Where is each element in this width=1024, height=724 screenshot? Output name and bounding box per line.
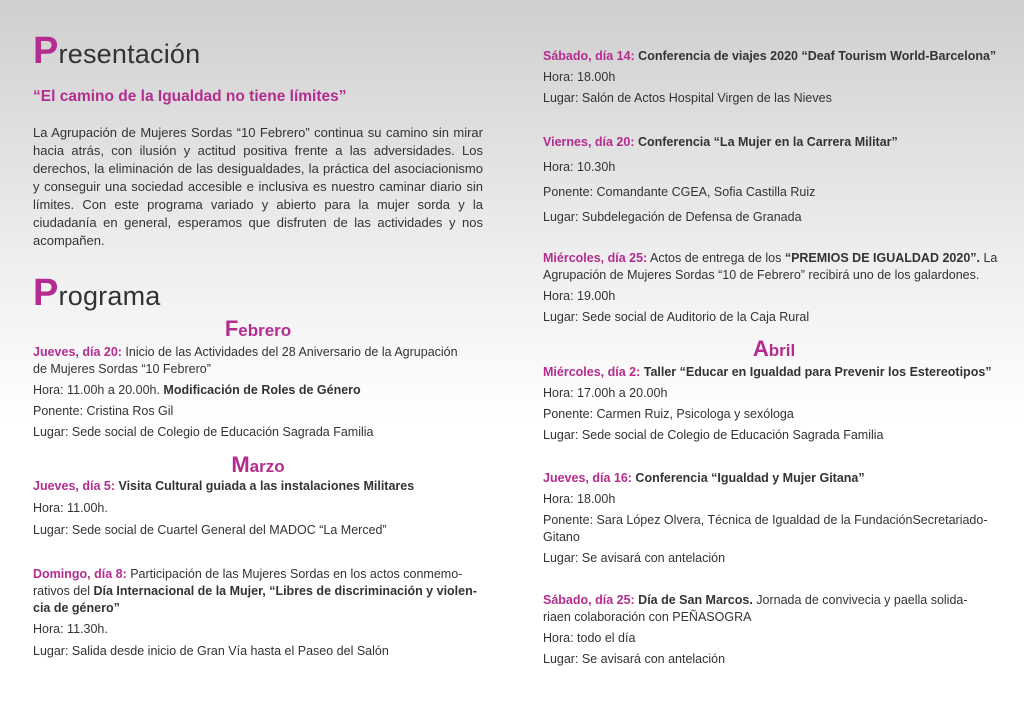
event-ponente-continued: Gitano [543,530,580,544]
event-date: Domingo, día 8: [33,567,127,581]
event-text-continued: de Mujeres Sordas “10 Febrero” [33,362,211,376]
event-hora: Hora: 11.00h. [33,501,108,515]
event-text-plain: rativos del [33,584,94,598]
event-febrero-20 [33,344,483,441]
event-lugar: Lugar: Se avisará con antelación [543,652,726,666]
event-hora: Hora: 10.30h [543,160,616,174]
event-date: Jueves, día 16: [543,471,632,485]
event-hora [33,382,483,399]
title-initial: P [33,30,59,72]
event-hora: Hora: 19.00h [543,289,616,303]
event-heading [543,48,1005,65]
event-text-bold: Día Internacional de la Mujer, “Libres de discriminación y violen- [93,584,477,598]
event-text: Taller “Educar en Igualdad para Prevenir los Estereotipos” [640,365,992,379]
event-date: Jueves, día 5: [33,479,115,493]
event-abril-2 [543,364,1005,444]
event-heading [33,344,483,361]
presentacion-subtitle: “El camino de la Igualdad no tiene límites” [33,88,347,105]
event-text-continued: riaen colaboración con PEÑASOGRA [543,610,752,624]
event-date: Miércoles, día 2: [543,365,641,379]
title-rest: resentación [58,39,201,69]
event-ponente: Ponente: Comandante CGEA, Sofia Castilla Ruiz [543,185,816,199]
event-date: Jueves, día 20: [33,345,122,359]
month-initial: A [752,336,769,361]
title-rest: rograma [58,281,161,311]
event-hora: Hora: 18.00h [543,70,616,84]
event-lugar: Lugar: Salón de Actos Hospital Virgen de las Nieves [543,91,832,105]
event-heading [543,364,1005,381]
event-text-bold: Día de San Marcos. [634,593,753,607]
month-initial: M [231,452,250,477]
event-ponente: Ponente: Carmen Ruiz, Psicologa y sexóloga [543,407,794,421]
event-text-continued: Agrupación de Mujeres Sordas “10 de Febrero” recibirá uno de los galardones. [543,268,980,282]
event-lugar: Lugar: Subdelegación de Defensa de Granada [543,210,802,224]
hora-bold: Modificación de Roles de Género [163,383,361,397]
event-text: Inicio de las Actividades del 28 Aniversario de la Agrupación [121,345,458,359]
event-date: Miércoles, día 25: [543,251,648,265]
event-text-bold-continued: cia de género” [33,601,120,615]
event-text-continued [33,583,483,600]
programa-title [33,272,161,315]
event-hora: Hora: 17.00h a 20.00h [543,386,668,400]
event-ponente: Ponente: Sara López Olvera, Técnica de Igualdad de la FundaciónSecretariado- [543,513,988,527]
month-initial: F [224,316,239,341]
event-text: Actos de entrega de los [647,251,785,265]
event-text-bold: “PREMIOS DE IGUALDAD 2020”. [784,251,980,265]
month-rest: ebrero [238,321,292,340]
event-ponente: Ponente: Cristina Ros Gil [33,404,174,418]
event-heading [543,250,1005,267]
presentacion-paragraph: La Agrupación de Mujeres Sordas “10 Febrero” continua su camino sin mirar hacia atrás, con ilusión y actitud positiva frente a las adversidades. Los derechos, la eliminación de las desigualdades, la práctica del asociacionismo y conseguir una sociedad accesible e inclusiva es nuestro caminar diario sin límites. Con este programa variado y abierto para la mujer sorda y la ciudadanía en general, esperamos que disfruten de las actividades y nos acompañen. [33,125,483,248]
event-hora: Hora: 18.00h [543,492,616,506]
month-febrero [33,316,483,342]
event-text: Conferencia de viajes 2020 “Deaf Tourism World-Barcelona” [634,49,997,63]
event-lugar: Lugar: Sede social de Auditorio de la Caja Rural [543,310,810,324]
event-sabado-14 [543,48,1005,107]
event-abril-16 [543,470,1005,567]
event-date: Viernes, día 20: [543,135,635,149]
title-initial: P [33,272,59,314]
event-lugar: Lugar: Salida desde inicio de Gran Vía hasta el Paseo del Salón [33,644,389,658]
event-lugar: Lugar: Se avisará con antelación [543,551,726,565]
event-lugar: Lugar: Sede social de Colegio de Educación Sagrada Familia [33,425,374,439]
hora-text: Hora: 11.00h a 20.00h. [33,383,164,397]
event-miercoles-25 [543,250,1005,326]
event-date: Sábado, día 14: [543,49,635,63]
event-heading [33,566,483,583]
event-text: Visita Cultural guiada a las instalaciones Militares [115,479,415,493]
event-lugar: Lugar: Sede social de Colegio de Educación Sagrada Familia [543,428,884,442]
event-hora: Hora: todo el día [543,631,636,645]
month-marzo [33,452,483,478]
event-heading [543,134,1005,151]
month-abril [543,336,1005,362]
event-text: Conferencia “La Mujer en la Carrera Militar” [634,135,898,149]
presentacion-title [33,30,200,73]
event-lugar: Lugar: Sede social de Cuartel General del MADOC “La Merced” [33,523,387,537]
event-heading [543,592,1005,609]
event-marzo-5 [33,478,483,539]
event-abril-25 [543,592,1005,668]
event-heading [33,478,483,495]
event-hora: Hora: 11.30h. [33,622,108,636]
event-heading [543,470,1005,487]
event-viernes-20 [543,134,1005,226]
event-text-end: La [980,251,998,265]
month-rest: arzo [249,457,285,476]
event-marzo-8 [33,566,483,660]
month-rest: bril [768,341,796,360]
event-text: Conferencia “Igualdad y Mujer Gitana” [631,471,865,485]
event-text: Participación de las Mujeres Sordas en los actos conmemo- [126,567,463,581]
event-date: Sábado, día 25: [543,593,635,607]
event-text: Jornada de convivecia y paella solida- [752,593,968,607]
